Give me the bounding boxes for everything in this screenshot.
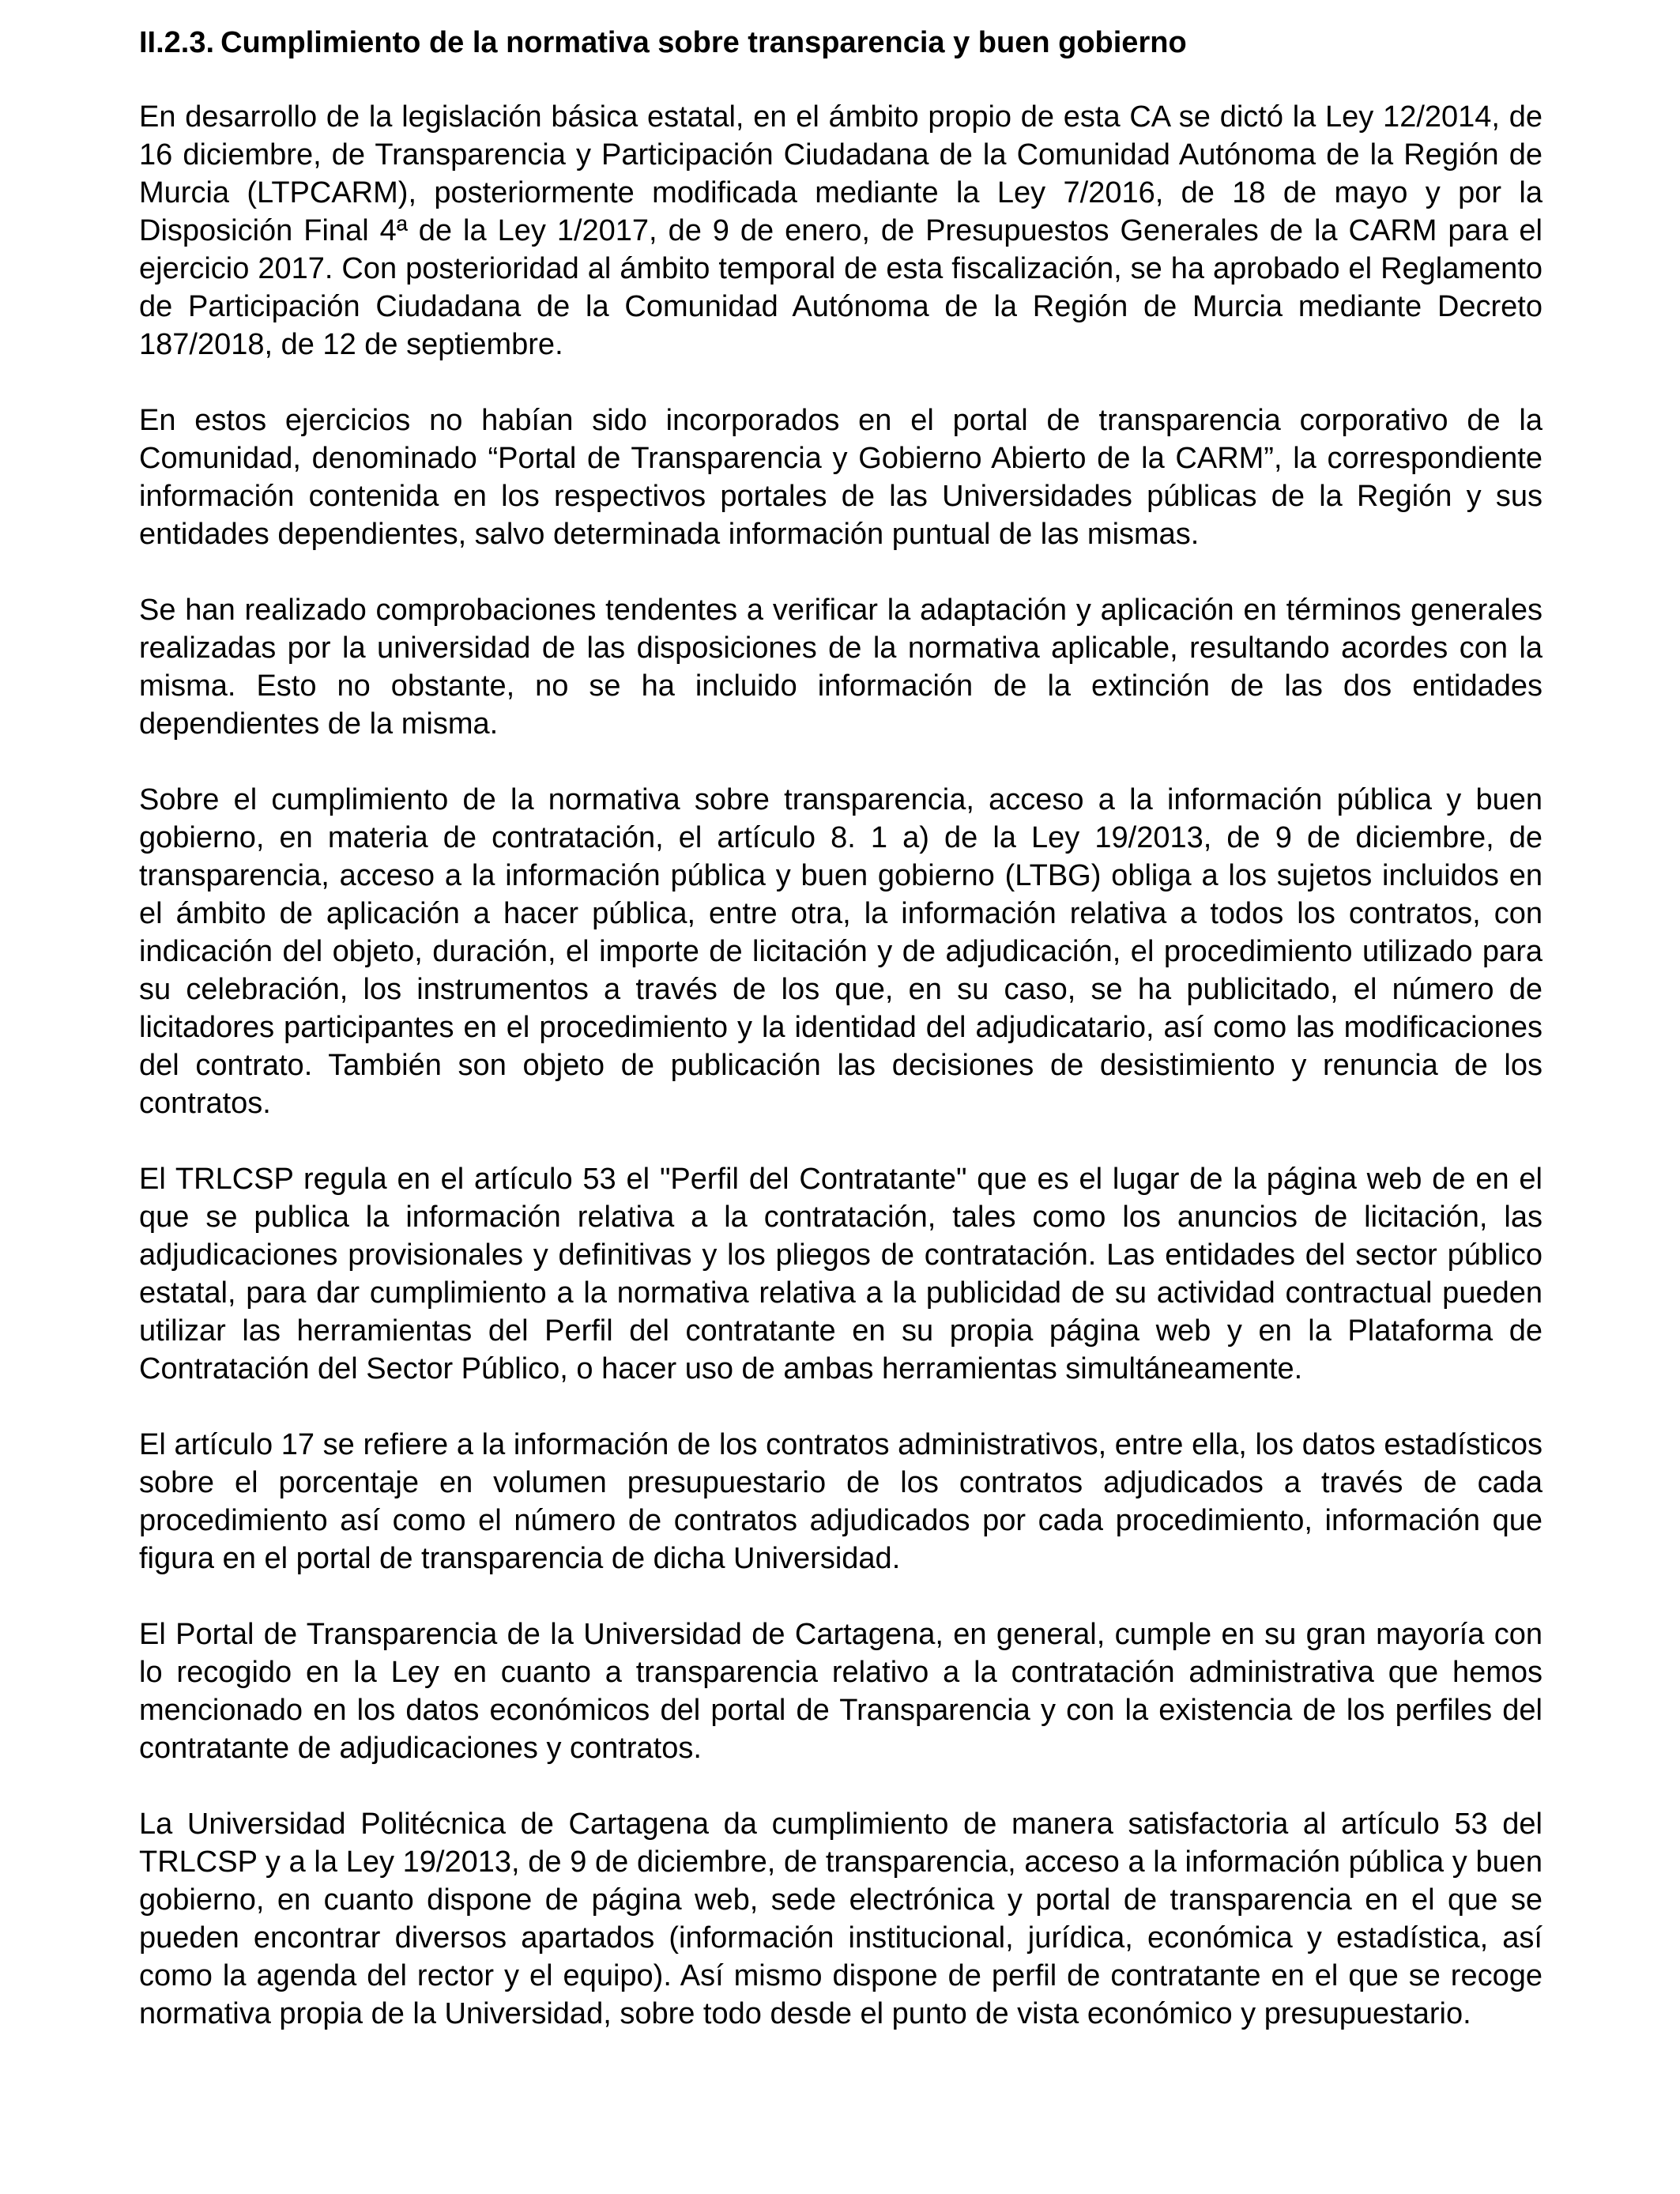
document-page [139, 24, 1543, 2033]
section-heading [139, 24, 1543, 62]
paragraph-comprobaciones: Se han realizado comprobaciones tendentes a verificar la adaptación y aplicación en términos generales realizadas por la universidad de las disposiciones de la normativa aplicable, resultando acordes con la misma. Esto no obstante, no se ha incluido información de la extinción de las dos entidades dependientes de la misma. [139, 594, 1543, 741]
paragraph-legislation: En desarrollo de la legislación básica estatal, en el ámbito propio de esta CA se dictó la Ley 12/2014, de 16 diciembre, de Transparencia y Participación Ciudadana de la Comunidad Autónoma de la Región de Murcia (LTPCARM), posteriormente modificada mediante la Ley 7/2016, de 18 de mayo y por la Disposición Final 4ª de la Ley 1/2017, de 9 de enero, de Presupuestos Generales de la CARM para el ejercicio 2017. Con posterioridad al ámbito temporal de esta fiscalización, se ha aprobado el Reglamento de Participación Ciudadana de la Comunidad Autónoma de la Región de Murcia mediante Decreto 187/2018, de 12 de septiembre. [139, 100, 1543, 361]
paragraph-trlcsp-perfil: El TRLCSP regula en el artículo 53 el "Perfil del Contratante" que es el lugar de la página web de en el que se publica la información relativa a la contratación, tales como los anuncios de licitación, las adjudicaciones provisionales y definitivas y los pliegos de contratación. Las entidades del sector público estatal, para dar cumplimiento a la normativa relativa a la publicidad de su actividad contractual pueden utilizar las herramientas del Perfil del contratante en su propia página web y en la Plataforma de Contratación del Sector Público, o hacer uso de ambas herramientas simultáneamente. [139, 1163, 1543, 1385]
paragraph-articulo-17: El artículo 17 se refiere a la información de los contratos administrativos, entre ella, los datos estadísticos sobre el porcentaje en volumen presupuestario de los contratos adjudicados a través de cada procedimiento así como el número de contratos adjudicados por cada procedimiento, información que figura en el portal de transparencia de dicha Universidad. [139, 1428, 1543, 1575]
section-number: II.2.3. [139, 26, 215, 59]
paragraph-ltbg-contratacion: Sobre el cumplimiento de la normativa sobre transparencia, acceso a la información pública y buen gobierno, en materia de contratación, el artículo 8. 1 a) de la Ley 19/2013, de 9 de diciembre, de transparencia, acceso a la información pública y buen gobierno (LTBG) obliga a los sujetos incluidos en el ámbito de aplicación a hacer pública, entre otra, la información relativa a todos los contratos, con indicación del objeto, duración, el importe de licitación y de adjudicación, el procedimiento utilizado para su celebración, los instrumentos a través de los que, en su caso, se ha publicitado, el número de licitadores participantes en el procedimiento y la identidad del adjudicatario, así como las modificaciones del contrato. También son objeto de publicación las decisiones de desistimiento y renuncia de los contratos. [139, 783, 1543, 1120]
paragraph-portal-universidad: El Portal de Transparencia de la Universidad de Cartagena, en general, cumple en su gran mayoría con lo recogido en la Ley en cuanto a transparencia relativo a la contratación administrativa que hemos mencionado en los datos económicos del portal de Transparencia y con la existencia de los perfiles del contratante de adjudicaciones y contratos. [139, 1618, 1543, 1765]
section-title: Cumplimiento de la normativa sobre transparencia y buen gobierno [220, 26, 1187, 59]
paragraph-portal-carm: En estos ejercicios no habían sido incorporados en el portal de transparencia corporativo de la Comunidad, denominado “Portal de Transparencia y Gobierno Abierto de la CARM”, la correspondiente información contenida en los respectivos portales de las Universidades públicas de la Región y sus entidades dependientes, salvo determinada información puntual de las mismas. [139, 404, 1543, 551]
paragraph-upct-cumplimiento: La Universidad Politécnica de Cartagena da cumplimiento de manera satisfactoria al artículo 53 del TRLCSP y a la Ley 19/2013, de 9 de diciembre, de transparencia, acceso a la información pública y buen gobierno, en cuanto dispone de página web, sede electrónica y portal de transparencia en el que se pueden encontrar diversos apartados (información institucional, jurídica, económica y estadística, así como la agenda del rector y el equipo). Así mismo dispone de perfil de contratante en el que se recoge normativa propia de la Universidad, sobre todo desde el punto de vista económico y presupuestario. [139, 1808, 1543, 2030]
